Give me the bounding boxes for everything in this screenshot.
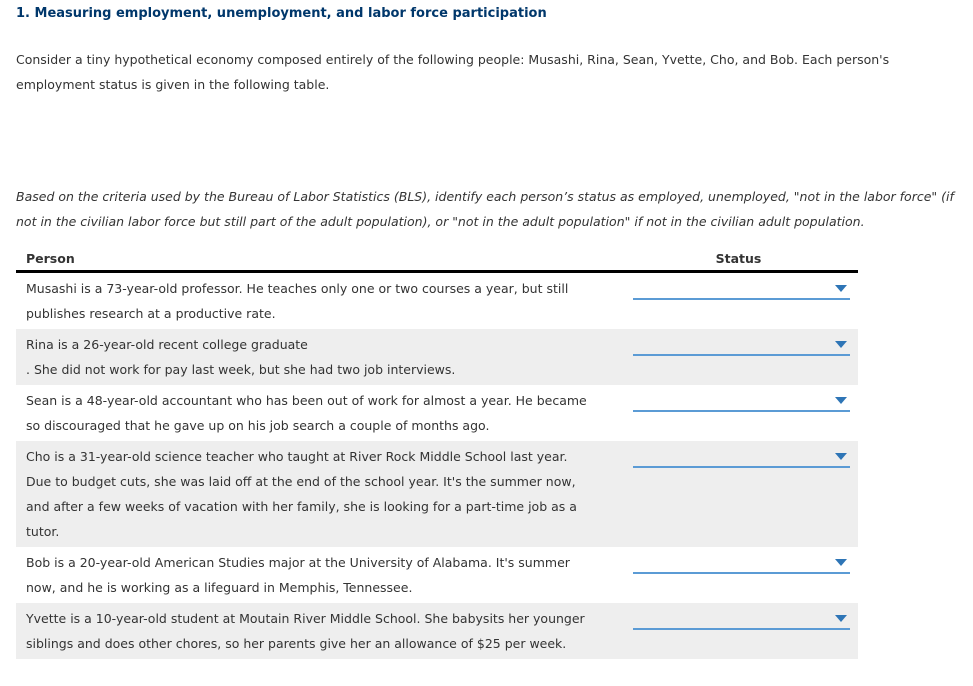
dropdown-arrow-icon[interactable]: [835, 615, 847, 622]
dropdown-arrow-icon[interactable]: [835, 559, 847, 566]
description-line: Bob is a 20-year-old American Studies major at the University of Alabama. It's summer: [26, 555, 570, 570]
person-description: [16, 547, 609, 603]
status-cell: [609, 547, 858, 574]
status-column-header: Status: [715, 251, 762, 266]
table-row-sean: [16, 385, 858, 441]
dropdown-arrow-icon[interactable]: [835, 285, 847, 292]
description-line: Due to budget cuts, she was laid off at the end of the school year. It's the summer now,: [26, 474, 576, 489]
status-table: [16, 246, 858, 659]
description-line: Cho is a 31-year-old science teacher who taught at River Rock Middle School last year.: [26, 449, 568, 464]
person-description: [16, 441, 609, 547]
intro-paragraph: [16, 47, 956, 97]
description-line: tutor.: [26, 524, 60, 539]
description-line: now, and he is working as a lifeguard in Memphis, Tennessee.: [26, 580, 413, 595]
dropdown-arrow-icon[interactable]: [835, 397, 847, 404]
instructions-paragraph: [16, 184, 971, 234]
description-line: Musashi is a 73-year-old professor. He teaches only one or two courses a year, but still: [26, 281, 569, 296]
status-cell: [609, 273, 858, 300]
status-dropdown-cho[interactable]: [633, 444, 850, 468]
table-row-musashi: [16, 273, 858, 329]
status-dropdown-yvette[interactable]: [633, 606, 850, 630]
table-row-bob: [16, 547, 858, 603]
description-line: publishes research at a productive rate.: [26, 306, 276, 321]
person-description: [16, 273, 609, 329]
status-dropdown-bob[interactable]: [633, 550, 850, 574]
status-dropdown-rina[interactable]: [633, 332, 850, 356]
dropdown-arrow-icon[interactable]: [835, 453, 847, 460]
status-cell: [609, 603, 858, 630]
intro-line: employment status is given in the following table.: [16, 77, 330, 92]
description-line: siblings and does other chores, so her parents give her an allowance of $25 per week.: [26, 636, 567, 651]
description-line: so discouraged that he gave up on his job search a couple of months ago.: [26, 418, 490, 433]
person-description: [16, 603, 609, 659]
description-line: Yvette is a 10-year-old student at Moutain River Middle School. She babysits her younger: [26, 611, 585, 626]
table-row-rina: [16, 329, 858, 385]
table-row-yvette: [16, 603, 858, 659]
intro-line: Consider a tiny hypothetical economy composed entirely of the following people: Musashi, Rina, Sean, Yvette, Cho, and Bob. Each person's: [16, 52, 890, 67]
person-description: [16, 385, 609, 441]
person-column-header: Person: [26, 251, 75, 266]
status-dropdown-sean[interactable]: [633, 388, 850, 412]
status-cell: [609, 441, 858, 468]
table-row-cho: [16, 441, 858, 547]
description-line: and after a few weeks of vacation with her family, she is looking for a part-time job as a: [26, 499, 577, 514]
description-line: Sean is a 48-year-old accountant who has been out of work for almost a year. He became: [26, 393, 587, 408]
person-description: [16, 329, 609, 385]
dropdown-arrow-icon[interactable]: [835, 341, 847, 348]
status-dropdown-musashi[interactable]: [633, 276, 850, 300]
status-cell: [609, 385, 858, 412]
question-title: 1. Measuring employment, unemployment, and labor force participation: [16, 6, 547, 21]
status-cell: [609, 329, 858, 356]
table-header: [16, 246, 858, 273]
instructions-line: Based on the criteria used by the Bureau of Labor Statistics (BLS), identify each person’s status as employed, unemployed, "not in the labor force" (if: [16, 189, 954, 204]
description-line: Rina is a 26-year-old recent college graduate: [26, 337, 308, 352]
description-line: . She did not work for pay last week, but she had two job interviews.: [26, 362, 456, 377]
instructions-line: not in the civilian labor force but still part of the adult population), or "not in the adult population" if not in the civilian adult population.: [16, 214, 865, 229]
